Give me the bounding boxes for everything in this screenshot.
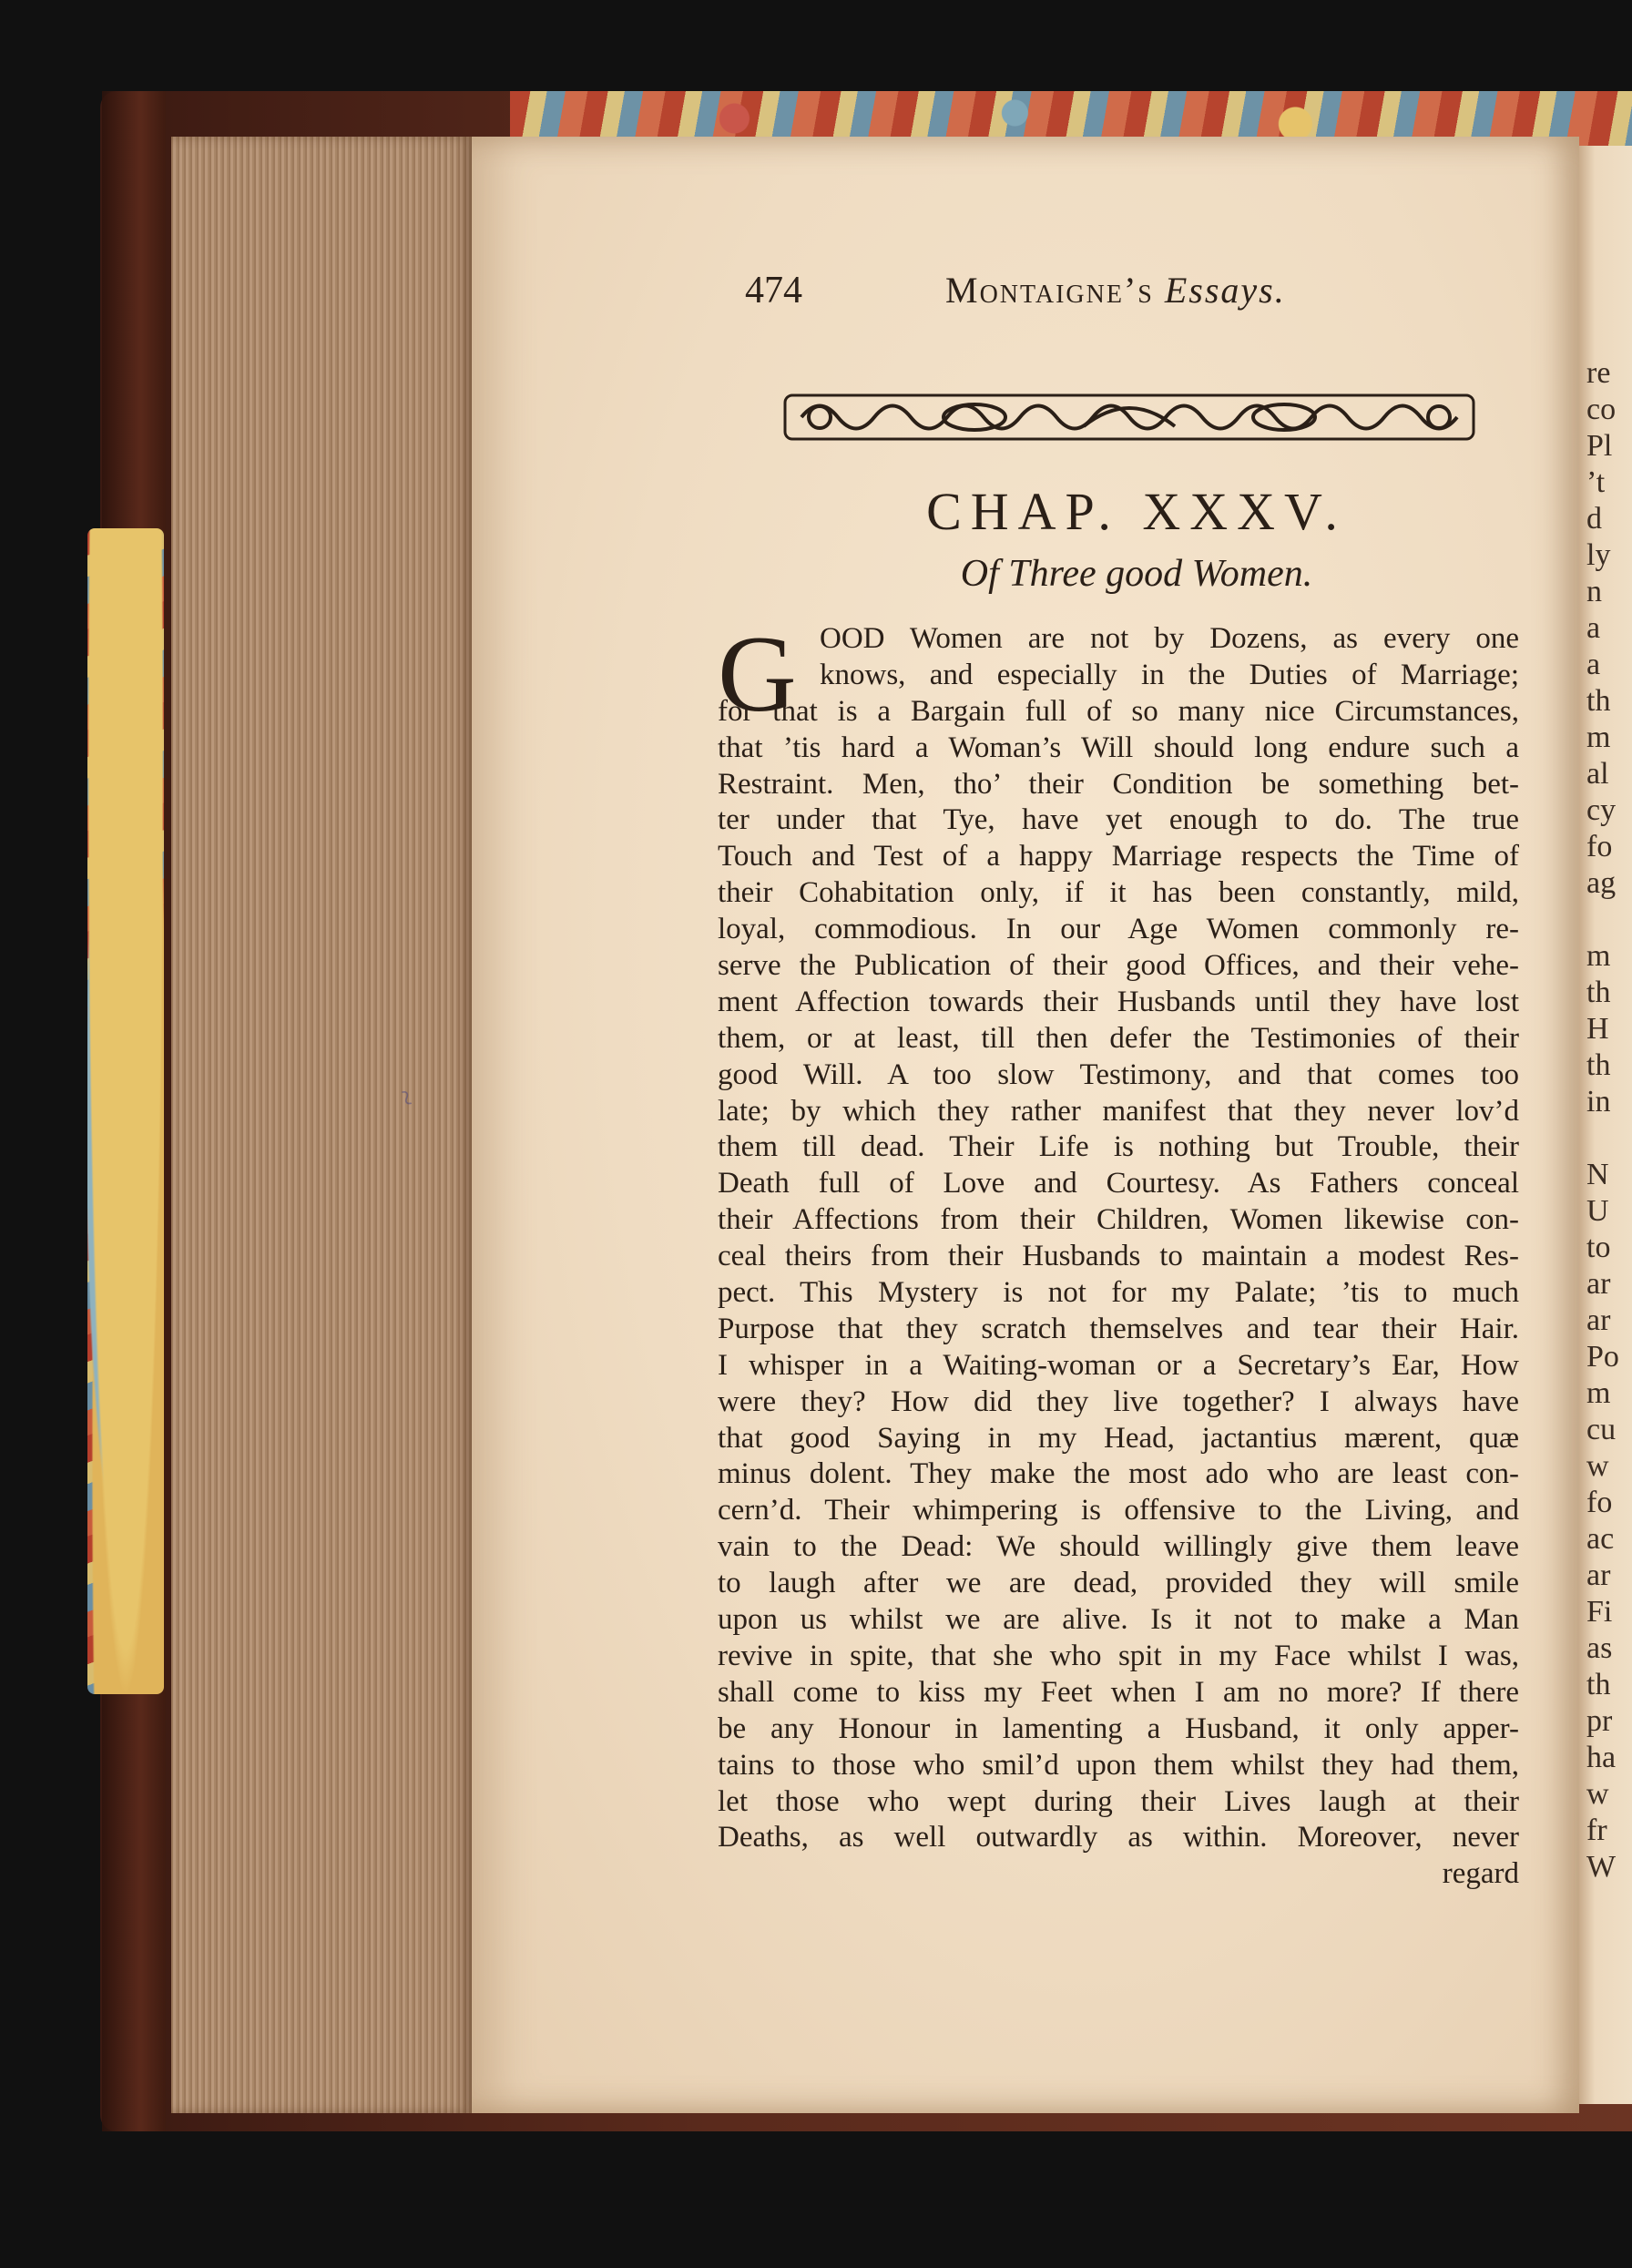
facing-page-fragment: th	[1586, 1048, 1611, 1082]
text-line: Deaths, as well outwardly as within. Moreover, never	[718, 1821, 1519, 1854]
facing-page-edge	[1579, 146, 1632, 2104]
running-title-caps: Montaigne’s	[945, 270, 1154, 311]
facing-page-fragment: m	[1586, 1376, 1611, 1410]
facing-page-fragment: ’t	[1586, 465, 1606, 499]
facing-page-fragment: fo	[1586, 1486, 1613, 1519]
facing-page-fragment: m	[1586, 720, 1611, 754]
facing-page-fragment: n	[1586, 575, 1602, 608]
running-title-italic: Essays.	[1164, 270, 1286, 311]
text-line: tains to those who smil’d upon them whilst they had them,	[718, 1748, 1519, 1782]
text-line: Death full of Love and Courtesy. As Fathers conceal	[718, 1167, 1519, 1200]
facing-page-fragment: as	[1586, 1631, 1613, 1665]
facing-page-fragment: re	[1586, 356, 1611, 390]
text-line: shall come to kiss my Feet when I am no more? If there	[718, 1675, 1519, 1709]
text-line: for that is a Bargain full of so many nice Circumstances,	[718, 694, 1519, 728]
facing-page-fragment: cu	[1586, 1413, 1617, 1446]
facing-page-fragment: m	[1586, 939, 1611, 973]
facing-page-fragment: pr	[1586, 1704, 1613, 1738]
text-line: good Will. A too slow Testimony, and that comes too	[718, 1057, 1519, 1091]
text-line: cern’d. Their whimpering is offensive to the Living, and	[718, 1494, 1519, 1527]
text-line: them, or at least, till then defer the Testimonies of their	[718, 1021, 1519, 1055]
marbled-endpaper-left	[87, 528, 164, 1694]
text-line: OOD Women are not by Dozens, as every one	[820, 622, 1519, 655]
text-line: pect. This Mystery is not for my Palate; ’tis to much	[718, 1276, 1519, 1310]
text-line: vain to the Dead: We should willingly give them leave	[718, 1530, 1519, 1564]
text-line: them till dead. Their Life is nothing but Trouble, their	[718, 1130, 1519, 1164]
text-line: to laugh after we are dead, provided they will smile	[718, 1567, 1519, 1600]
facing-page-fragment: co	[1586, 393, 1617, 426]
text-line: that ’tis hard a Woman’s Will should long endure such a	[718, 730, 1519, 764]
text-line: serve the Publication of their good Offices, and their vehe-	[718, 949, 1519, 983]
facing-page-fragment: fr	[1586, 1813, 1607, 1847]
facing-page-fragment: th	[1586, 976, 1611, 1009]
facing-page-fragment	[1586, 902, 1632, 938]
facing-page-fragment: N	[1586, 1158, 1609, 1191]
drop-cap: G	[718, 613, 797, 734]
facing-page-fragment: U	[1586, 1194, 1609, 1228]
facing-page-fragment: cy	[1586, 793, 1617, 827]
text-line: Touch and Test of a happy Marriage respects the Time of	[718, 840, 1519, 873]
facing-page-fragment: ar	[1586, 1558, 1611, 1592]
facing-page-fragment: W	[1586, 1850, 1617, 1884]
facing-page-fragment: th	[1586, 1668, 1611, 1701]
facing-page-fragment	[1586, 1120, 1632, 1157]
facing-page-fragment: th	[1586, 684, 1611, 718]
facing-page-fragment: ac	[1586, 1522, 1615, 1556]
facing-page-fragment: in	[1586, 1085, 1611, 1119]
text-line: loyal, commodious. In our Age Women commonly re-	[718, 913, 1519, 946]
text-line: let those who wept during their Lives laugh at their	[718, 1784, 1519, 1818]
running-title	[945, 269, 1286, 312]
facing-page-fragment: fo	[1586, 830, 1613, 863]
chapter-subtitle: Of Three good Women.	[960, 553, 1313, 595]
text-line: their Affections from their Children, Women likewise con-	[718, 1203, 1519, 1237]
facing-page-fragment: d	[1586, 502, 1602, 536]
running-head	[745, 269, 1528, 314]
decorative-headpiece	[783, 390, 1475, 444]
facing-page-fragment: w	[1586, 1777, 1609, 1811]
facing-page-fragment: ag	[1586, 866, 1617, 900]
facing-page-fragment: ly	[1586, 538, 1611, 572]
catchword: regard	[1442, 1857, 1519, 1891]
text-line: their Cohabitation only, if it has been constantly, mild,	[718, 876, 1519, 910]
text-line: I whisper in a Waiting-woman or a Secretary’s Ear, How	[718, 1348, 1519, 1382]
facing-page-fragment: Po	[1586, 1340, 1619, 1374]
text-line: ter under that Tye, have yet enough to do. The true	[718, 803, 1519, 837]
facing-page-fragment: Fi	[1586, 1595, 1613, 1629]
page-number: 474	[745, 270, 802, 312]
facing-page-fragment: a	[1586, 648, 1601, 681]
text-line: Restraint. Men, tho’ their Condition be something bet-	[718, 767, 1519, 801]
faded-ink-stamp: ~	[387, 1084, 425, 1111]
chapter-heading: CHAP. XXXV.	[926, 482, 1347, 541]
text-line: late; by which they rather manifest that they never lov’d	[718, 1094, 1519, 1128]
facing-page-fragment: a	[1586, 611, 1601, 645]
facing-page-fragment: w	[1586, 1449, 1609, 1483]
facing-page-fragment: ar	[1586, 1303, 1611, 1337]
text-line: minus dolent. They make the most ado who are least con-	[718, 1457, 1519, 1491]
text-line: be any Honour in lamenting a Husband, it only apper-	[718, 1711, 1519, 1745]
facing-page-fragment: to	[1586, 1231, 1611, 1264]
text-line: revive in spite, that she who spit in my Face whilst I was,	[718, 1639, 1519, 1672]
text-line: ceal theirs from their Husbands to maintain a modest Res-	[718, 1240, 1519, 1273]
facing-page-fragment: Pl	[1586, 429, 1613, 463]
text-line: were they? How did they live together? I always have	[718, 1384, 1519, 1418]
body-text	[718, 613, 1519, 1893]
facing-page-fragment: al	[1586, 757, 1609, 791]
facing-page-fragments	[1586, 355, 1632, 1885]
text-line: ment Affection towards their Husbands until they have lost	[718, 985, 1519, 1018]
facing-page-fragment: ha	[1586, 1741, 1617, 1774]
text-line: knows, and especially in the Duties of Marriage;	[820, 658, 1519, 691]
text-line: Purpose that they scratch themselves and tear their Hair.	[718, 1312, 1519, 1345]
text-line: that good Saying in my Head, jactantius mærent, quæ	[718, 1421, 1519, 1455]
text-line: upon us whilst we are alive. Is it not to make a Man	[718, 1603, 1519, 1637]
facing-page-fragment: H	[1586, 1012, 1609, 1046]
facing-page-fragment: ar	[1586, 1267, 1611, 1301]
